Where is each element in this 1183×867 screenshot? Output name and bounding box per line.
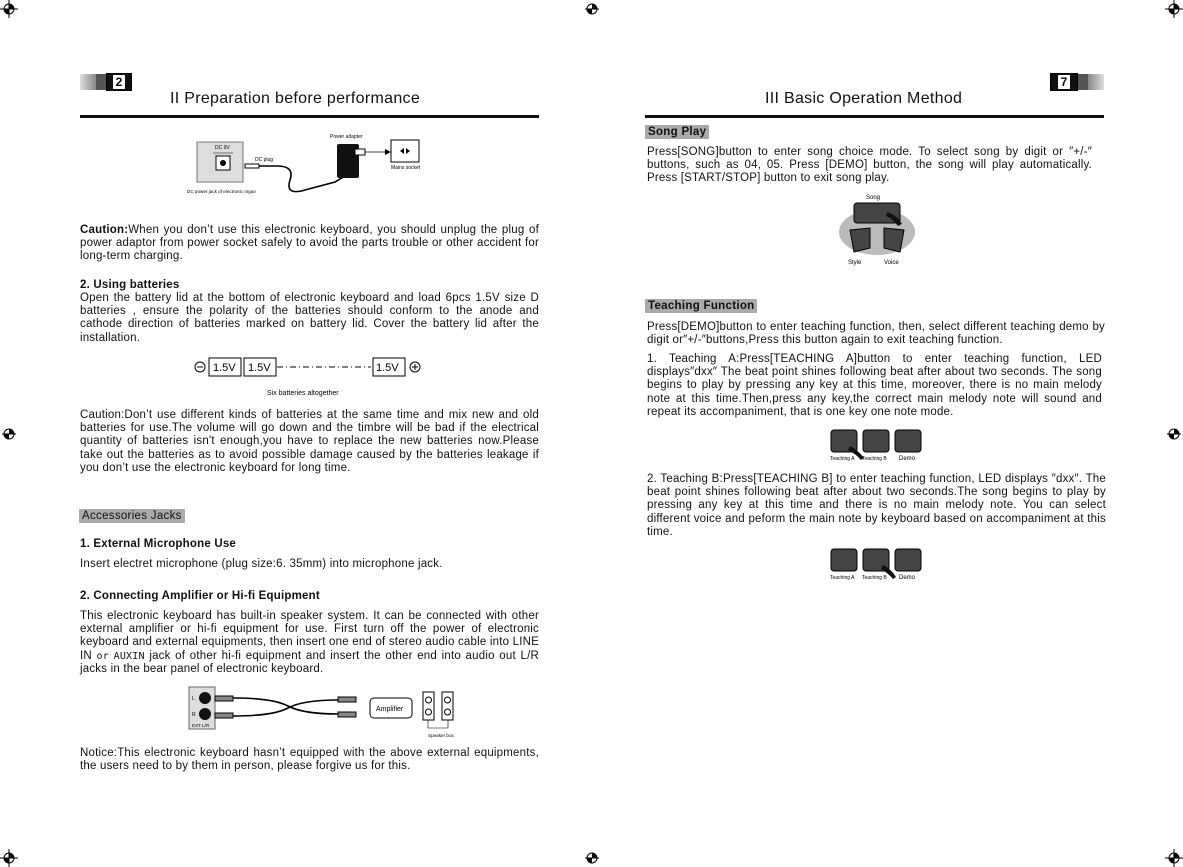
title-rule [645, 115, 1104, 118]
caution-paragraph: Caution:When you don’t use this electronic keyboard, you should unplug the plug of power adaptor from power socket safely to avoid the parts trouble or other accident for long-term charging. [80, 224, 539, 263]
section-tag-song-play: Song Play [645, 125, 709, 139]
registration-mark-icon [1165, 425, 1183, 443]
song-label: Song [866, 195, 881, 201]
registration-mark-icon [1165, 849, 1183, 867]
teaching-a-label: Teaching A [830, 575, 855, 581]
teaching-b-paragraph: 2. Teaching B:Press[TEACHING B] to enter teaching function, LED displays ″dxx″. The beat point shines following beat after about two seconds.The song begins to play by pressing any key at this time and there is no main melody note. You can select different voice and peform the main note by keyboard based on accompaniment at this time. [647, 473, 1106, 538]
battery-label: 1.5V [213, 362, 236, 374]
song-paragraph: Press[SONG]button to enter song choice mode. To select song by digit or ″+/-″ buttons, such as 04, 05. Press [DEMO] button, the song will play automatically. Press [START/STOP] button to exit song play. [647, 146, 1092, 185]
section-tag-accessories: Accessories Jacks [79, 509, 185, 523]
battery-label: 1.5V [376, 362, 399, 374]
teaching-b-label: Teaching B [862, 456, 887, 462]
teaching-a-buttons [828, 428, 924, 464]
registration-mark-icon [583, 0, 601, 18]
notice-paragraph: Notice:This electronic keyboard hasn’t equipped with the above external equipments, the users need to by them in person, please forgive us for this. [80, 747, 539, 773]
batteries-heading: 2. Using batteries [80, 279, 180, 291]
amp-heading: 2. Connecting Amplifier or Hi-fi Equipment [80, 590, 320, 602]
batteries-paragraph: Open the battery lid at the bottom of electronic keyboard and load 6pcs 1.5V size D batteries , ensure the polarity of the batteries should conform to the anode and cathode direction of batteries marked on battery lid. Cover the battery lid after the installation. [80, 292, 539, 344]
amplifier-label: Amplifier [376, 706, 404, 713]
power-adapter-diagram [185, 130, 430, 198]
teaching-a-paragraph: 1. Teaching A:Press[TEACHING A]button to enter teaching function, LED displays″dxx″ The beat point shines following beat after about two seconds. The song begins to play by pressing any key at this time, moreover, there is no main melody note at this time.Then,press any key,the correct main melody note will sound and repeat its accompaniment, that is one key one note mode. [647, 353, 1102, 418]
speaker-box-label: Speaker box [428, 733, 454, 738]
registration-mark-icon [583, 849, 601, 867]
page-title: III Basic Operation Method [765, 90, 963, 107]
demo-label: Demo [899, 575, 916, 581]
teaching-b-label: Teaching B [862, 575, 887, 581]
battery-label: 1.5V [248, 362, 271, 374]
demo-label: Demo [899, 456, 916, 462]
mic-paragraph: Insert electret microphone (plug size:6. 35mm) into microphone jack. [80, 558, 443, 570]
teaching-paragraph: Press[DEMO]button to enter teaching function, then, select different teaching demo by digit or″+/-″buttons,Press this button again to exit teaching function. [647, 321, 1105, 347]
mains-socket-label: Mains socket [391, 165, 421, 171]
title-rule [80, 115, 539, 118]
registration-mark-icon [0, 849, 18, 867]
mic-heading: 1. External Microphone Use [80, 538, 237, 550]
dc-label: DC 9V [215, 145, 230, 151]
jack-r-label: R [192, 712, 196, 718]
teaching-a-label: Teaching A [830, 456, 855, 462]
style-label: Style [848, 260, 862, 266]
page-number: 7 [1058, 75, 1071, 89]
dc-plug-label: DC plug [255, 157, 274, 163]
jack-ext-label: EXT L/R [192, 723, 210, 728]
registration-mark-icon [1165, 0, 1183, 18]
registration-mark-icon [0, 425, 18, 443]
jack-caption: DC power jack of electronic organ [187, 189, 256, 194]
amplifier-diagram [188, 686, 463, 740]
power-adapter-label: Power adapter [330, 134, 363, 140]
page-title: II Preparation before performance [170, 90, 421, 107]
voice-label: Voice [884, 260, 899, 266]
jack-l-label: L [192, 696, 195, 702]
teaching-b-buttons [828, 547, 924, 583]
caution-paragraph-2: Caution:Don’t use different kinds of batteries at the same time and mix new and old batteries for use.The volume will go down and the timbre will be bad if the electrical quantity of batteries isn't enough,you have to replace the new batteries now.Please take out the batteries as to avoid possible damage caused by the batteries leakage if you don’t use the electronic keyboard for long time. [80, 409, 539, 474]
battery-caption: Six batteries altogether [267, 390, 339, 397]
section-tag-teaching: Teaching Function [645, 299, 757, 313]
registration-mark-icon [0, 0, 18, 18]
song-style-voice-buttons [832, 190, 922, 268]
page-number: 2 [113, 75, 126, 89]
battery-diagram [193, 356, 423, 400]
page-number-tab [1050, 73, 1104, 91]
amp-paragraph: This electronic keyboard has built-in speaker system. It can be connected with other external amplifier or hi-fi equipment for use. First turn off the power of electronic keyboard and external equipments, then insert one end of stereo audio cable into LINE IN or AUXIN jack of other hi-fi equipment and insert the other end into audio out L/R jacks in the bear panel of electronic keyboard. [80, 610, 539, 675]
page-number-tab [80, 73, 132, 91]
